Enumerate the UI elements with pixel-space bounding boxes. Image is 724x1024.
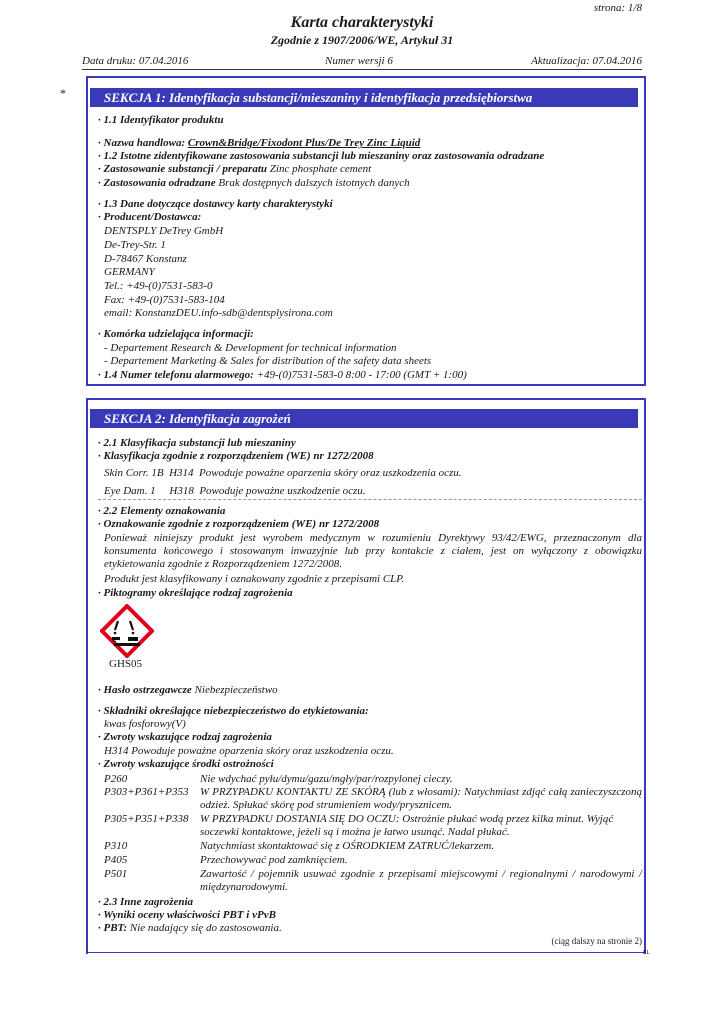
trade-name-value: Crown&Bridge/Fixodont Plus/De Trey Zinc Liquid [187, 137, 421, 149]
use-label: · Zastosowanie substancji / preparatu [98, 163, 270, 175]
pbt-label: · PBT: [98, 922, 130, 934]
signal-word-value: Niebezpieczeństwo [194, 684, 278, 696]
address-line: GERMANY [104, 266, 155, 278]
use-value: Zinc phosphate cement [269, 163, 372, 175]
ghs05-corrosion-icon [100, 604, 154, 658]
address-line: D-78467 Konstanz [104, 253, 187, 265]
s1-emergency-phone [98, 369, 642, 382]
s1-supplier-details: · 1.3 Dane dotyczące dostawcy karty charakterystyki [98, 198, 333, 210]
section-2-heading: SEKCJA 2: Identyfikacja zagrożeń [90, 409, 638, 428]
document-title: Karta charakterystyki [290, 14, 434, 31]
p-code: P303+P361+P353 [104, 786, 189, 798]
s1-producer-label: · Producent/Dostawca: [98, 211, 202, 223]
s2-pbt-vpvb: · Wyniki oceny właściwości PBT i vPvB [98, 909, 276, 921]
medical-device-note: Ponieważ niniejszy produkt jest wyrobem medycznym w rozumieniu Dyrektywy 93/42/EWG, przeznaczonym dla konsumenta końcowego i stosowanym inwazyjnie lub przy kontakcie z ciałem, jest on wyłączony z obowiązku etykietowania zgodnie z Rozporządzeniem 1272/2008. [104, 532, 642, 570]
emergency-value: +49-(0)7531-583-0 8:00 - 17:00 (GMT + 1:00) [256, 369, 467, 381]
change-marker: * [60, 86, 66, 100]
trade-name-label: · Nazwa handlowa: [98, 137, 188, 149]
p-text: Nie wdychać pyłu/dymu/gazu/mgły/par/rozpylonej cieczy. [200, 773, 453, 785]
info-line: - Departement Research & Development for technical information [104, 342, 397, 354]
s1-info-department: · Komórka udzielająca informacji: [98, 328, 254, 340]
p-text: Natychmiast skontaktować się z OŚRODKIEM ZATRUĆ/lekarzem. [200, 840, 495, 852]
s2-hazard-components: · Składniki określające niebezpieczeństwo do etykietowania: [98, 705, 369, 717]
s2-label-elements: · 2.2 Elementy oznakowania [98, 505, 226, 517]
s2-label-regulation: · Oznakowanie zgodnie z rozporządzeniem (WE) nr 1272/2008 [98, 518, 380, 530]
email-line: email: KonstanzDEU.info-sdb@dentsplysirona.com [104, 307, 333, 319]
print-date: Data druku: 07.04.2016 [82, 55, 189, 67]
s2-precautionary-statements: · Zwroty wskazujące środki ostrożności [98, 758, 274, 770]
language-code: PL [642, 950, 650, 956]
address-line: De-Trey-Str. 1 [104, 239, 166, 251]
update-date: Aktualizacja: 07.04.2016 [531, 55, 642, 67]
s1-advised-against [98, 177, 642, 190]
section-1-heading: SEKCJA 1: Identyfikacja substancji/mieszaniny i identyfikacja przedsiębiorstwa [90, 88, 638, 107]
p-code: P305+P351+P338 [104, 813, 189, 825]
classification-item: Skin Corr. 1B H314 Powoduje poważne oparzenia skóry oraz uszkodzenia oczu. [104, 467, 462, 479]
continuation-note: (ciąg dalszy na stronie 2) [551, 936, 642, 946]
hazard-component: kwas fosforowy(V) [104, 718, 186, 730]
hazard-statement: H314 Powoduje poważne oparzenia skóry oraz uszkodzenia oczu. [104, 745, 394, 757]
s2-classification: · 2.1 Klasyfikacja substancji lub mieszaniny [98, 437, 296, 449]
p-text: W PRZYPADKU DOSTANIA SIĘ DO OCZU: Ostrożnie płukać wodą przez kilka minut. Wyjąć soczewki kontaktowe, jeżeli są i można je łatwo usunąć. Nadal płukać. [200, 813, 614, 838]
advised-against-value: Brak dostępnych dalszych istotnych danych [218, 177, 410, 189]
pbt-value: Nie nadający się do zastosowania. [129, 922, 282, 934]
p-code: P405 [104, 854, 128, 866]
info-line: - Departement Marketing & Sales for distribution of the safety data sheets [104, 355, 432, 367]
dashed-divider [98, 499, 642, 500]
s2-other-hazards: · 2.3 Inne zagrożenia [98, 896, 194, 908]
s1-trade-name [98, 137, 642, 150]
s1-product-identifier: · 1.1 Identyfikator produktu [98, 114, 224, 126]
p-code: P310 [104, 840, 128, 852]
s2-classification-regulation: · Klasyfikacja zgodnie z rozporządzeniem (WE) nr 1272/2008 [98, 450, 374, 462]
s2-signal-word [98, 684, 642, 697]
ghs05-label: GHS05 [109, 658, 143, 670]
s2-hazard-statements: · Zwroty wskazujące rodzaj zagrożenia [98, 731, 272, 743]
p-code: P260 [104, 773, 128, 785]
p-text: W PRZYPADKU KONTAKTU ZE SKÓRĄ (lub z włosami): Natychmiast zdjąć całą zanieczyszczoną odzież. Spłukać skórę pod strumieniem wody/prysznicem. [200, 786, 642, 811]
document-subtitle: Zgodnie z 1907/2006/WE, Artykuł 31 [270, 33, 454, 47]
emergency-label: · 1.4 Numer telefonu alarmowego: [98, 369, 257, 381]
advised-against-label: · Zastosowania odradzane [98, 177, 219, 189]
signal-word-label: · Hasło ostrzegawcze [98, 684, 195, 696]
p-text: Przechowywać pod zamknięciem. [200, 854, 348, 866]
fax-line: Fax: +49-(0)7531-583-104 [104, 294, 225, 306]
s2-pictograms: · Piktogramy określające rodzaj zagrożenia [98, 587, 293, 599]
footer-divider [86, 952, 644, 953]
p-text: Zawartość / pojemnik usuwać zgodnie z przepisami miejscowymi / regionalnymi / narodowymi / międzynarodowymi. [200, 868, 642, 893]
classification-item: Eye Dam. 1 H318 Powoduje poważne uszkodzenie oczu. [104, 485, 366, 497]
phone-line: Tel.: +49-(0)7531-583-0 [104, 280, 213, 292]
s1-identified-uses: · 1.2 Istotne zidentyfikowane zastosowania substancji lub mieszaniny oraz zastosowania odradzane [98, 150, 545, 162]
address-line: DENTSPLY DeTrey GmbH [104, 225, 224, 237]
page-number: strona: 1/8 [593, 2, 642, 14]
header-divider [82, 69, 642, 70]
p-code: P501 [104, 868, 128, 880]
s2-pbt [98, 922, 642, 935]
version-number: Numer wersji 6 [325, 55, 393, 67]
clp-note: Produkt jest klasyfikowany i oznakowany zgodnie z przepisami CLP. [104, 573, 405, 585]
s1-use [98, 163, 642, 176]
